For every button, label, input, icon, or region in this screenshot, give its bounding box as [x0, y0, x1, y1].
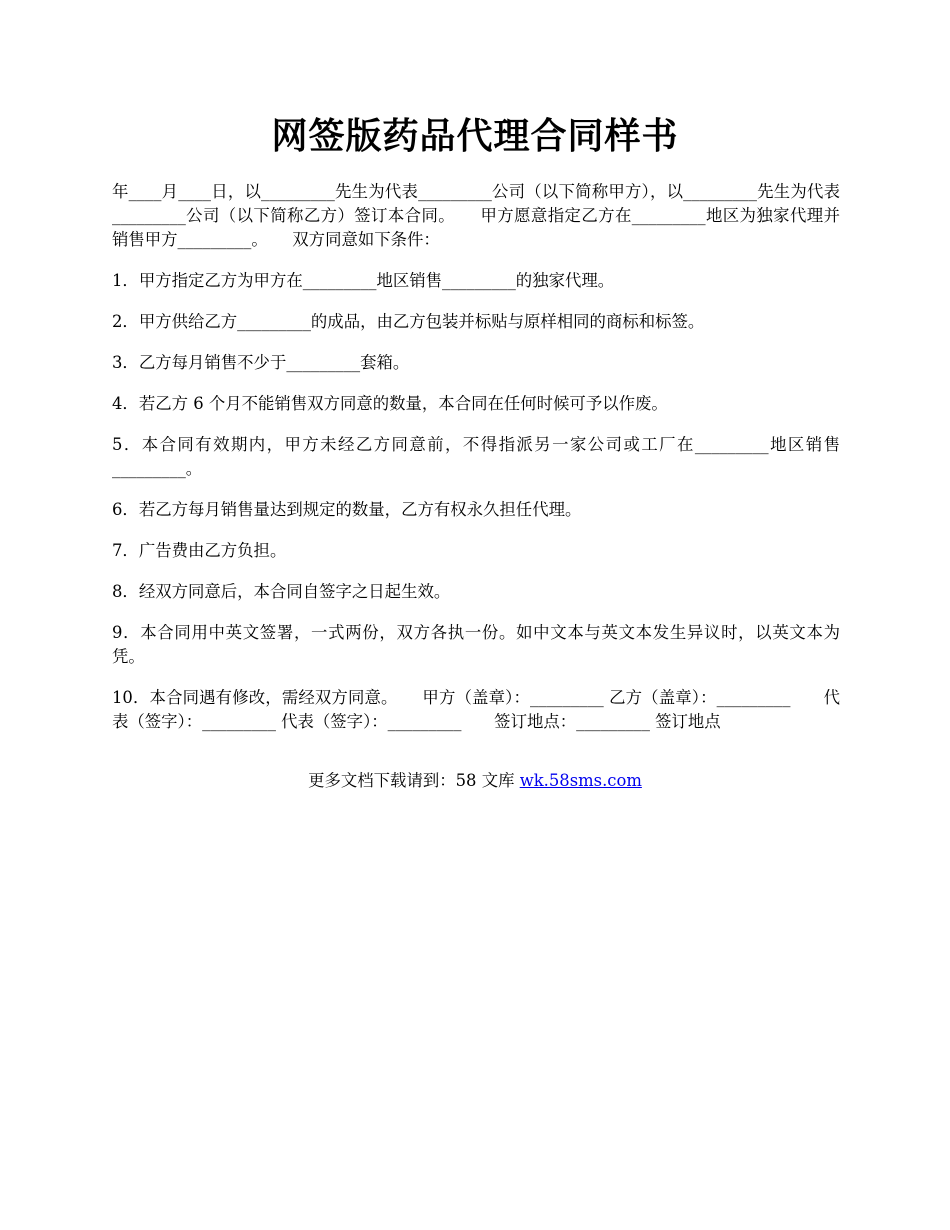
clause-5: 5．本合同有效期内，甲方未经乙方同意前，不得指派另一家公司或工厂在_________地区销售_________。 [112, 435, 840, 478]
document-title: 网签版药品代理合同样书 [271, 115, 679, 157]
download-footer [0, 769, 950, 793]
clause-8: 8．经双方同意后，本合同自签字之日起生效。 [112, 582, 451, 601]
clause-9: 9．本合同用中英文签署，一式两份，双方各执一份。如中文本与英文本发生异议时，以英文本为凭。 [112, 623, 840, 666]
clause-7: 7．广告费由乙方负担。 [112, 541, 287, 560]
clause-4: 4．若乙方 6 个月不能销售双方同意的数量，本合同在任何时候可予以作废。 [112, 394, 668, 413]
contract-body [112, 180, 840, 751]
clause-3: 3．乙方每月销售不少于_________套箱。 [112, 353, 410, 372]
footer-link[interactable]: wk.58sms.com [519, 771, 642, 790]
clause-10: 10．本合同遇有修改，需经双方同意。 甲方（盖章）：_________ 乙方（盖章）：_________ 代表（签字）：_________ 代表（签字）：_________ 签订地点：_________ 签订地点 [112, 688, 840, 731]
clause-6: 6．若乙方每月销售量达到规定的数量，乙方有权永久担任代理。 [112, 500, 582, 519]
contract-intro: 年____月____日，以_________先生为代表_________公司（以下简称甲方），以_________先生为代表_________公司（以下简称乙方）签订本合同。 甲方愿意指定乙方在_________地区为独家代理并销售甲方_________。 双方同意如下条件： [112, 182, 840, 249]
footer-text: 更多文档下载请到：58 文库 [308, 771, 520, 790]
clause-2: 2．甲方供给乙方_________的成品，由乙方包装并标贴与原样相同的商标和标签。 [112, 312, 705, 331]
clause-1: 1．甲方指定乙方为甲方在_________地区销售_________的独家代理。 [112, 271, 615, 290]
